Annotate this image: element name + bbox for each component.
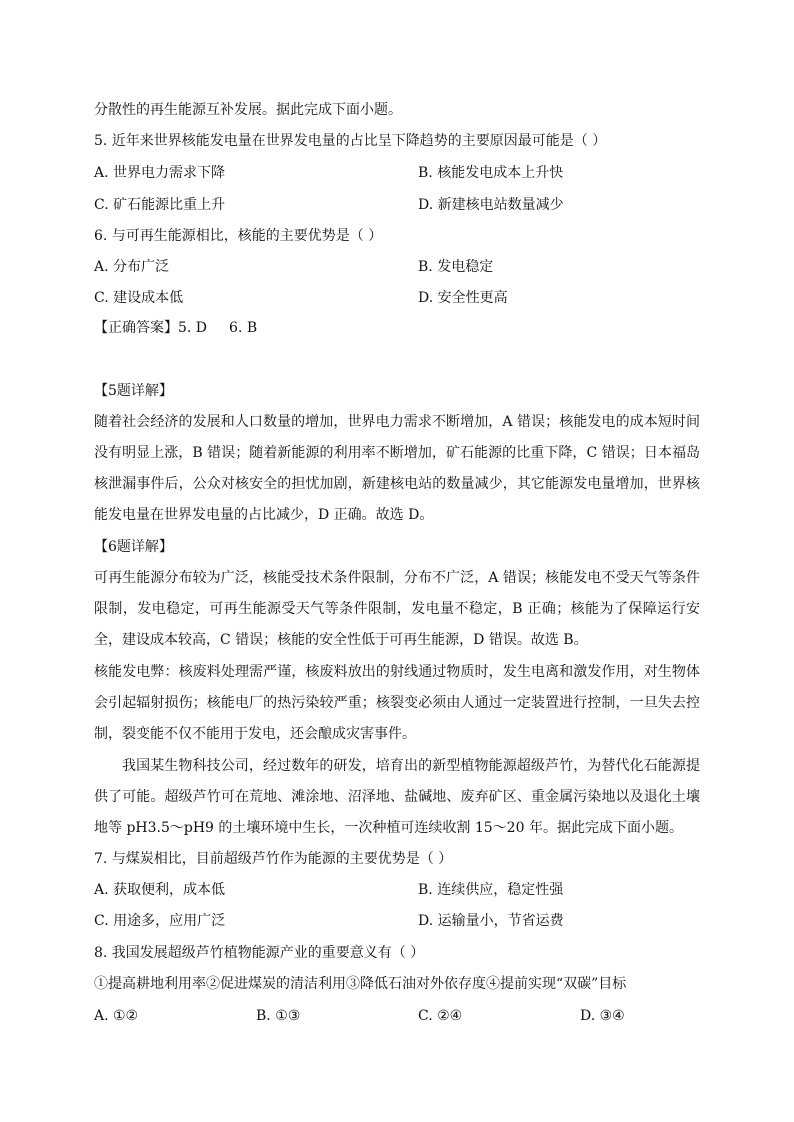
q5-option-c: C. 矿石能源比重上升 [94,197,226,213]
detail5-line: 核泄漏事件后，公众对核安全的担忧加剧，新建核电站的数量减少，其它能源发电量增加，世界核 [94,476,700,492]
q8-option-c: C. ②④ [418,1008,463,1024]
material-line: 供了可能。超级芦竹可在荒地、滩涂地、沼泽地、盐碱地、废弃矿区、重金属污染地以及退化土壤 [94,789,700,805]
detail5-line: 随着社会经济的发展和人口数量的增加，世界电力需求不断增加，A 错误；核能发电的成本短时间 [94,414,700,430]
q6-option-b: B. 发电稳定 [418,259,494,275]
answer-line [94,318,257,338]
answer-q6: 6. B [229,320,258,336]
q6-option-c: C. 建设成本低 [94,290,184,306]
detail6-line: 全，建设成本较高，C 错误；核能的安全性低于可再生能源，D 错误。故选 B。 [94,632,588,648]
detail6-line: 限制，发电稳定，可再生能源受天气等条件限制，发电量不稳定，B 正确；核能为了保障运行安 [94,601,700,617]
q6-option-a: A. 分布广泛 [94,259,170,275]
material-line: 地等 pH3.5～pH9 的土壤环境中生长，一次种植可连续收割 15～20 年。据此完成下面小题。 [94,820,683,836]
detail6-line: 核能发电弊：核废料处理需严谨，核废料放出的射线通过物质时，发生电离和激发作用，对生物体 [94,664,700,680]
q8-option-d: D. ③④ [580,1008,625,1024]
detail6-title: 【6题详解】 [94,539,173,555]
q5-option-b: B. 核能发电成本上升快 [418,165,564,181]
material-tail-line: 分散性的再生能源互补发展。据此完成下面小题。 [94,102,402,118]
answer-q5: 5. D [178,320,208,336]
q8-option-a: A. ①② [94,1008,139,1024]
q6-option-d: D. 安全性更高 [418,290,508,306]
q8-statements: ①提高耕地利用率②促进煤炭的清洁利用③降低石油对外依存度④提前实现“双碳”目标 [94,976,627,992]
detail6-line: 可再生能源分布较为广泛，核能受技术条件限制，分布不广泛，A 错误；核能发电不受天气等条件 [94,570,700,586]
detail5-line: 能发电量在世界发电量的占比减少，D 正确。故选 D。 [94,507,434,523]
q8-option-b: B. ①③ [256,1008,301,1024]
detail6-line: 会引起辐射损伤；核能电厂的热污染较严重；核裂变必须由人通过一定装置进行控制，一旦失去控 [94,695,700,711]
detail6-line: 制，裂变能不仅不能用于发电，还会酿成灾害事件。 [94,726,416,742]
q8-stem: 8. 我国发展超级芦竹植物能源产业的重要意义有（ ） [94,945,425,961]
answer-label: 【正确答案】 [94,320,178,336]
q5-option-d: D. 新建核电站数量减少 [418,197,564,213]
q7-option-c: C. 用途多，应用广泛 [94,913,226,929]
q6-stem: 6. 与可再生能源相比，核能的主要优势是（ ） [94,228,383,244]
q7-option-a: A. 获取便利，成本低 [94,882,226,898]
material-line: 我国某生物科技公司，经过数年的研发，培育出的新型植物能源超级芦竹，为替代化石能源提 [122,758,700,774]
detail5-line: 没有明显上涨，B 错误；随着新能源的利用率不断增加，矿石能源的比重下降，C 错误；日本福岛 [94,445,700,461]
q5-option-a: A. 世界电力需求下降 [94,165,226,181]
q7-stem: 7. 与煤炭相比，目前超级芦竹作为能源的主要优势是（ ） [94,851,453,867]
q7-option-b: B. 连续供应，稳定性强 [418,882,564,898]
q5-stem: 5. 近年来世界核能发电量在世界发电量的占比呈下降趋势的主要原因最可能是（ ） [94,133,607,149]
q7-option-d: D. 运输量小，节省运费 [418,913,564,929]
detail5-title: 【5题详解】 [94,383,173,399]
